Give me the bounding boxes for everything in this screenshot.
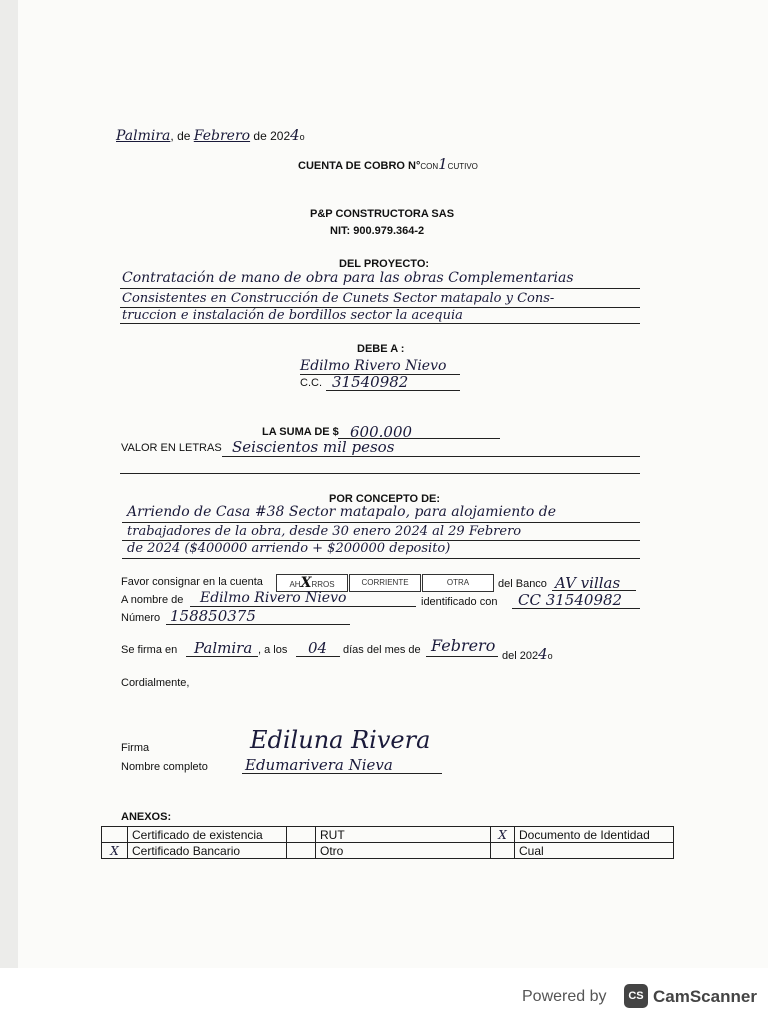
- anexos-label: ANEXOS:: [121, 811, 172, 823]
- company-nit: NIT: 900.979.364-2: [330, 225, 425, 237]
- cc-handwritten: 31540982: [332, 373, 409, 391]
- signature-handwritten: Ediluna Rivera: [250, 726, 431, 754]
- date-de: , de: [170, 129, 191, 143]
- numero-label: Número: [121, 612, 161, 624]
- firma-fecha-label: Se firma en: [121, 644, 178, 656]
- concepto-line-2: trabajadores de la obra, desde 30 enero 2024 al 29 Febrero: [127, 524, 522, 539]
- cordialmente: Cordialmente,: [121, 677, 190, 689]
- concepto-underline-1: [122, 522, 640, 523]
- nombre-handwritten: Edilmo Rivero Nievo: [200, 590, 347, 606]
- firma-label: Firma: [121, 742, 150, 754]
- anexo-mark[interactable]: [287, 827, 316, 843]
- anexo-item: Certificado de existencia: [128, 827, 287, 843]
- title-number-handwritten: 1: [438, 155, 448, 173]
- proyecto-line-1: Contratación de mano de obra para las obras Complementarias: [122, 270, 574, 286]
- banco-label: del Banco: [498, 578, 547, 590]
- dia-underline: [296, 656, 340, 657]
- mes-underline: [426, 656, 498, 657]
- cc-label: C.C.: [300, 377, 322, 389]
- consignar-label: Favor consignar en la cuenta: [121, 576, 263, 588]
- anexo-mark[interactable]: [102, 827, 128, 843]
- mes-handwritten: Febrero: [431, 636, 496, 655]
- proyecto-line-3: truccion e instalación de bordillos sector la acequia: [122, 308, 463, 323]
- dias-mes-label: días del mes de: [343, 644, 421, 656]
- anexo-mark[interactable]: [287, 843, 316, 859]
- firma-year-suffix: o: [547, 651, 553, 661]
- firma-year-line: [502, 645, 553, 663]
- firma-ciudad-underline: [186, 656, 258, 657]
- ahorros-pre: AH: [289, 580, 301, 589]
- anexo-item: Certificado Bancario: [128, 843, 287, 859]
- anexo-mark[interactable]: X: [491, 827, 515, 843]
- firma-ciudad-handwritten: Palmira: [194, 639, 253, 657]
- proyecto-underline-3: [120, 323, 640, 324]
- proyecto-underline-1: [120, 288, 640, 289]
- anexo-mark[interactable]: X: [102, 843, 128, 859]
- suma-value-handwritten: 600.000: [350, 423, 413, 441]
- banco-handwritten: AV villas: [555, 574, 621, 592]
- camscanner-logo-icon: CS: [624, 984, 648, 1008]
- otra-label: OTRA: [446, 578, 470, 587]
- proyecto-line-2: Consistentes en Construcción de Cunets Sector matapalo y Cons-: [122, 291, 555, 306]
- proyecto-label: DEL PROYECTO:: [339, 258, 430, 270]
- concepto-underline-3: [122, 558, 640, 559]
- camscanner-brand: CamScanner: [653, 987, 757, 1006]
- title-label: CUENTA DE COBRO N°: [298, 160, 421, 172]
- company-name: P&P CONSTRUCTORA SAS: [310, 208, 455, 220]
- nombre-completo-label: Nombre completo: [121, 761, 208, 773]
- firma-year-digit: 4: [538, 645, 548, 663]
- table-row: [102, 827, 674, 843]
- anexo-item: RUT: [316, 827, 491, 843]
- anexo-item: Otro: [316, 843, 491, 859]
- ahorros-mark: X: [300, 575, 312, 591]
- city-handwritten: Palmira: [116, 128, 171, 144]
- nombre-completo-handwritten: Edumarivera Nieva: [245, 756, 393, 774]
- cc-underline: [326, 390, 460, 391]
- numero-underline: [166, 624, 350, 625]
- corriente-checkbox[interactable]: [349, 574, 421, 592]
- anexo-item: Cual: [515, 843, 674, 859]
- concepto-line-3: de 2024 ($400000 arriendo + $200000 deposito): [127, 541, 451, 556]
- ident-handwritten: CC 31540982: [518, 591, 623, 609]
- ident-underline: [512, 608, 640, 609]
- letras-label: VALOR EN LETRAS: [121, 442, 222, 454]
- firma-year-prefix: del 202: [502, 650, 539, 662]
- debe-name-handwritten: Edilmo Rivero Nievo: [300, 358, 447, 374]
- anexo-mark[interactable]: [491, 843, 515, 859]
- letras-underline: [222, 456, 640, 457]
- title-suffix: CUTIVO: [447, 162, 478, 171]
- anexos-table: [101, 826, 674, 859]
- numero-handwritten: 158850375: [170, 607, 256, 625]
- year-suffix: o: [299, 132, 305, 142]
- corriente-label: CORRIENTE: [361, 578, 409, 587]
- debe-label: DEBE A :: [357, 343, 405, 355]
- suma-label: LA SUMA DE $: [262, 426, 339, 438]
- a-los-label: , a los: [258, 644, 288, 656]
- date-line: [116, 126, 305, 144]
- dia-handwritten: 04: [308, 639, 328, 657]
- ident-label: identificado con: [421, 596, 498, 608]
- concepto-label: POR CONCEPTO DE:: [329, 493, 441, 505]
- letras-underline-2: [120, 473, 640, 474]
- nombre-completo-underline: [242, 773, 442, 774]
- concepto-line-1: Arriendo de Casa #38 Sector matapalo, para alojamiento de: [127, 504, 557, 520]
- otra-checkbox[interactable]: [422, 574, 494, 592]
- year-prefix: de 202: [253, 129, 291, 143]
- nombre-label: A nombre de: [121, 594, 184, 606]
- anexo-item: Documento de Identidad: [515, 827, 674, 843]
- month-handwritten: Febrero: [193, 128, 251, 144]
- document-title: [298, 155, 478, 173]
- year-digit-handwritten: 4: [290, 126, 300, 144]
- letras-handwritten: Seiscientos mil pesos: [232, 438, 395, 456]
- title-prefix: CON: [420, 162, 439, 171]
- table-row: [102, 843, 674, 859]
- powered-by-text: Powered by: [522, 988, 607, 1005]
- ahorros-post: RROS: [311, 580, 335, 589]
